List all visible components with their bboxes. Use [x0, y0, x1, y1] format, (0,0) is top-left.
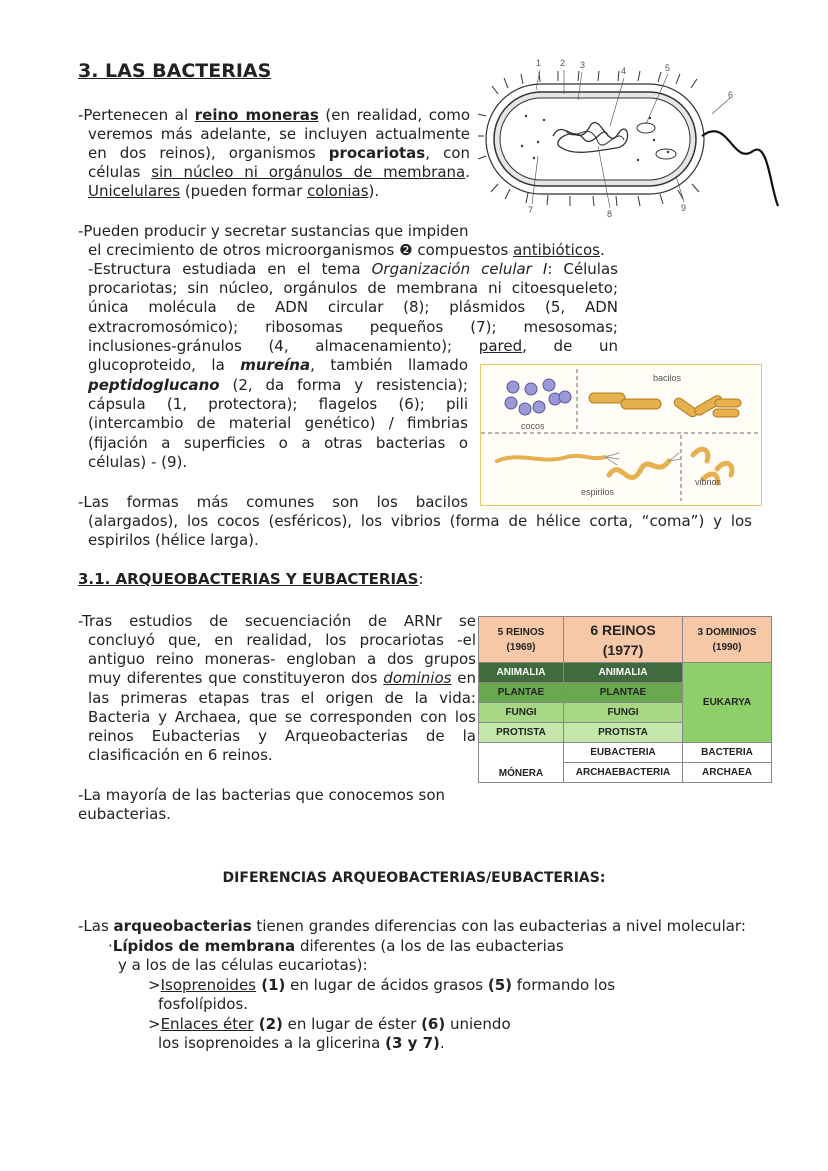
paragraph-line: -La mayoría de las bacterias que conocemos son — [78, 786, 446, 804]
shape-label: espirilos — [581, 487, 615, 497]
cell-eukarya: EUKARYA — [683, 663, 772, 743]
paragraph-line: -Tras estudios de secuenciación de ARNr se — [78, 612, 476, 630]
cell: FUNGI — [479, 703, 564, 723]
paragraph-line: procariotas; sin núcleo, orgánulos de membrana ni citoesqueleto; — [88, 279, 618, 297]
paragraph-line: ·Lípidos de membrana diferentes (a los de las eubacterias — [108, 937, 564, 955]
header-6-reinos: 6 REINOS (1977) — [564, 617, 683, 663]
diagram-number: 4 — [621, 66, 627, 76]
cell: EUBACTERIA — [564, 743, 683, 763]
paragraph-line: células) - (9). — [88, 453, 188, 471]
cell-monera: MÓNERA — [479, 743, 564, 783]
paragraph-line: glucoproteido, la mureína, también llamado — [88, 356, 468, 374]
paragraph-line: fosfolípidos. — [158, 995, 249, 1013]
cell: PROTISTA — [479, 723, 564, 743]
paragraph-line: las primeras etapas tras el origen de la vida: — [88, 689, 476, 707]
cell: FUNGI — [564, 703, 683, 723]
paragraph-line: extracromosómico); ribosomas pequeños (7); mesosomas; — [88, 318, 618, 336]
bacterium-diagram — [478, 56, 788, 221]
diagram-number: 2 — [560, 58, 566, 68]
paragraph-line: >Isoprenoides (1) en lugar de ácidos grasos (5) formando los — [148, 976, 616, 994]
paragraph-line: Unicelulares (pueden formar colonias). — [88, 182, 380, 200]
diagram-number: 7 — [528, 205, 534, 215]
paragraph-line: los isoprenoides a la glicerina (3 y 7). — [158, 1034, 445, 1052]
header-5-reinos: 5 REINOS (1969) — [479, 617, 564, 663]
cell: PROTISTA — [564, 723, 683, 743]
shape-label: cocos — [521, 421, 545, 431]
bacterium-drawing — [478, 56, 788, 221]
header-3-dominios: 3 DOMINIOS (1990) — [683, 617, 772, 663]
cell: ARCHAEBACTERIA — [564, 763, 683, 783]
paragraph-line: clasificación en 6 reinos. — [88, 746, 273, 764]
paragraph-line: eubacterias. — [78, 805, 171, 823]
paragraph-line: concluyó que, en realidad, los procariotas -el — [88, 631, 476, 649]
diagram-number: 6 — [728, 90, 734, 100]
paragraph-line: >Enlaces éter (2) en lugar de éster (6) uniendo — [148, 1015, 511, 1033]
paragraph-line: peptidoglucano (2, da forma y resistencia); — [88, 376, 468, 394]
cell: ANIMALIA — [564, 663, 683, 683]
paragraph-line: cápsula (1, protectora); flagelos (6); pili — [88, 395, 468, 413]
diferencias-heading: DIFERENCIAS ARQUEOBACTERIAS/EUBACTERIAS: — [222, 870, 606, 886]
paragraph-line: Bacteria y Archaea, que se corresponden con los — [88, 708, 476, 726]
paragraph-line: en dos reinos), organismos procariotas, con — [88, 144, 471, 162]
paragraph-line: espirilos (hélice larga). — [88, 531, 259, 549]
paragraph-line: veremos más adelante, se incluyen actualmente — [88, 125, 470, 143]
paragraph-line: -Estructura estudiada en el tema Organización celular I: Células — [88, 260, 618, 278]
cell: PLANTAE — [564, 683, 683, 703]
section-title: 3. LAS BACTERIAS — [78, 60, 272, 82]
paragraph-line: -Las formas más comunes son los bacilos — [78, 493, 468, 511]
paragraph-line: (fijación a superficies o a otras bacterias o — [88, 434, 468, 452]
diagram-number: 1 — [536, 58, 542, 68]
paragraph-line: antiguo reino moneras- engloban a dos grupos — [88, 650, 476, 668]
diagram-number: 3 — [580, 60, 586, 70]
shape-label: vibrios — [695, 477, 722, 487]
diagram-number: 9 — [681, 203, 687, 213]
bacterial-shapes-figure — [480, 364, 762, 506]
diagram-number: 8 — [607, 209, 613, 219]
paragraph-line: -Pueden producir y secretar sustancias que impiden — [78, 222, 469, 240]
cell: BACTERIA — [683, 743, 772, 763]
paragraph-line: y a los de las células eucariotas): — [118, 956, 368, 974]
paragraph-line: (intercambio de material genético) / fimbrias — [88, 414, 468, 432]
cell: ARCHAEA — [683, 763, 772, 783]
paragraph-line: muy diferentes que constituyeron dos dominios en — [88, 669, 476, 687]
shape-label: bacilos — [653, 373, 682, 383]
cell: ANIMALIA — [479, 663, 564, 683]
paragraph-line: -Pertenecen al reino moneras (en realidad, como — [78, 106, 471, 124]
paragraph-line: única molécula de ADN circular (8); plásmidos (5, ADN — [88, 298, 618, 316]
classification-table — [478, 616, 772, 783]
paragraph-line: el crecimiento de otros microorganismos ❷ compuestos antibióticos. — [88, 241, 605, 259]
diagram-number: 5 — [665, 63, 671, 73]
paragraph-line: células sin núcleo ni orgánulos de membrana. — [88, 163, 470, 181]
section-title: 3.1. ARQUEOBACTERIAS Y EUBACTERIAS: — [78, 570, 424, 588]
paragraph-line: inclusiones-gránulos (4, almacenamiento); pared, de un — [88, 337, 618, 355]
paragraph-line: (alargados), los cocos (esféricos), los vibrios (forma de hélice corta, “coma”) y los — [88, 512, 752, 530]
paragraph-line: reinos Eubacterias y Arqueobacterias de la — [88, 727, 476, 745]
paragraph-line: -Las arqueobacterias tienen grandes diferencias con las eubacterias a nivel molecular: — [78, 917, 746, 935]
cell: PLANTAE — [479, 683, 564, 703]
